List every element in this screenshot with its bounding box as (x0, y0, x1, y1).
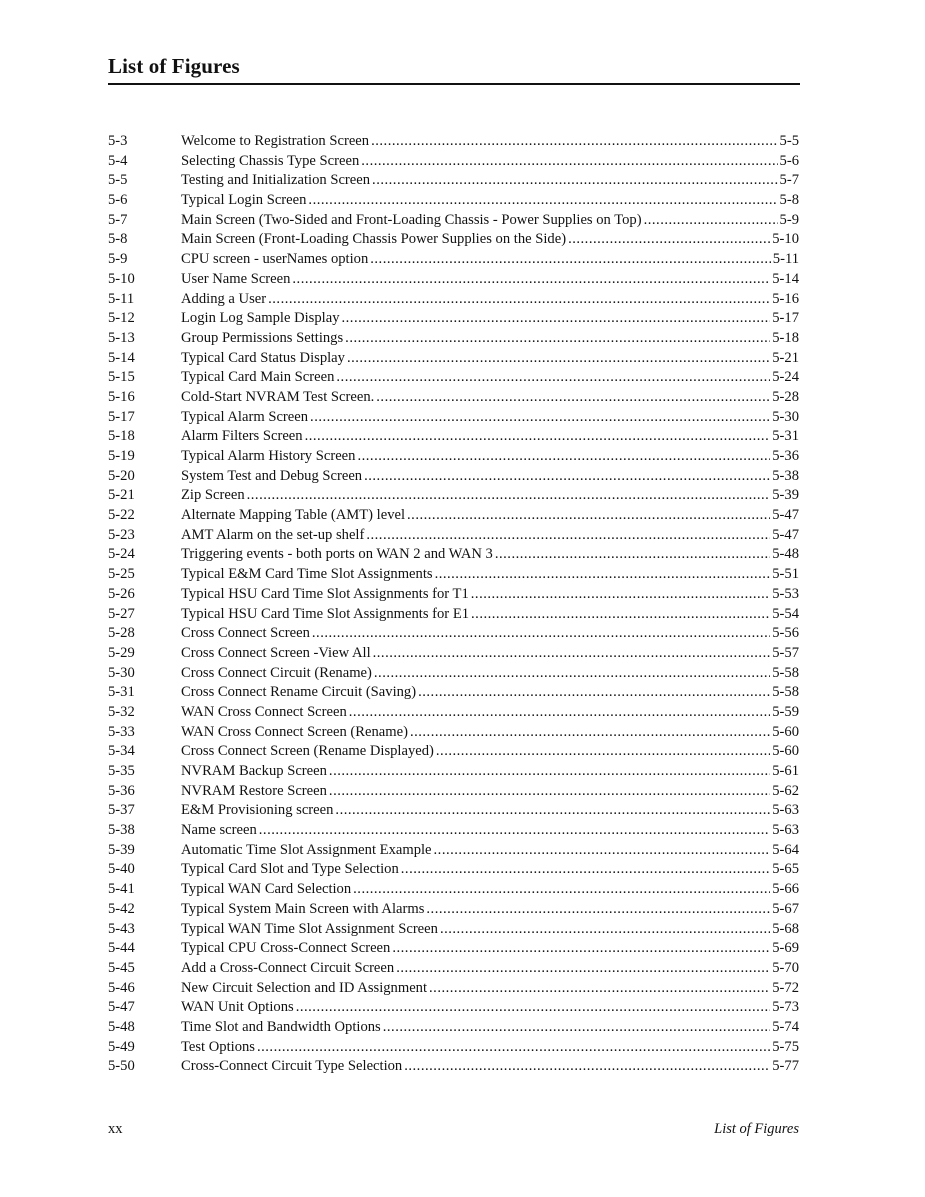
dot-leader (644, 211, 778, 231)
figure-page-number: 5-54 (772, 605, 799, 622)
dot-leader (335, 801, 770, 821)
figure-entry[interactable] (108, 1057, 799, 1077)
figure-entry[interactable] (108, 742, 799, 762)
figure-title: Main Screen (Two-Sided and Front-Loading Chassis - Power Supplies on Top) (181, 211, 642, 228)
figure-number: 5-18 (108, 428, 135, 445)
figure-number: 5-25 (108, 566, 135, 583)
figure-entry[interactable] (108, 309, 799, 329)
figure-title: Login Log Sample Display (181, 310, 340, 327)
figure-entry[interactable] (108, 211, 799, 231)
figure-title-cell (181, 782, 799, 802)
figure-title-cell (181, 132, 799, 152)
dot-leader (426, 900, 770, 920)
figure-number: 5-4 (108, 152, 128, 169)
figure-page-number: 5-8 (779, 192, 799, 209)
figure-entry[interactable] (108, 585, 799, 605)
dot-leader (268, 290, 770, 310)
figure-title: Typical Card Main Screen (181, 369, 335, 386)
figure-number: 5-10 (108, 270, 135, 287)
figure-number: 5-20 (108, 467, 135, 484)
figure-title: System Test and Debug Screen (181, 467, 363, 484)
figure-number: 5-30 (108, 664, 135, 681)
figure-entry[interactable] (108, 821, 799, 841)
figure-title-cell (181, 191, 799, 211)
figure-title: Typical Card Slot and Type Selection (181, 861, 399, 878)
figure-number: 5-35 (108, 763, 135, 779)
figure-title: Zip Screen (181, 487, 245, 504)
dot-leader (345, 329, 770, 349)
dot-leader (347, 349, 770, 369)
figure-page-number: 5-73 (772, 999, 799, 1016)
dot-leader (401, 860, 770, 880)
figure-page-number: 5-63 (772, 802, 799, 819)
figure-title-cell (181, 644, 799, 664)
figure-title-cell (181, 703, 799, 723)
figure-title-cell (181, 880, 799, 900)
figure-number: 5-24 (108, 546, 135, 563)
figure-page-number: 5-47 (772, 507, 799, 524)
figure-title: Selecting Chassis Type Screen (181, 152, 360, 169)
dot-leader (376, 388, 770, 408)
dot-leader (383, 1018, 770, 1038)
figure-title-cell (181, 467, 799, 487)
footer-section-title: List of Figures (714, 1121, 799, 1137)
figure-title-cell (181, 230, 799, 250)
figure-number: 5-50 (108, 1058, 135, 1075)
dot-leader (440, 920, 770, 940)
figure-entry[interactable] (108, 250, 799, 270)
figure-page-number: 5-65 (772, 861, 799, 878)
figure-entry[interactable] (108, 959, 799, 979)
dot-leader (392, 939, 770, 959)
figure-title-cell (181, 506, 799, 526)
figure-title-cell (181, 526, 799, 546)
figure-page-number: 5-74 (772, 1018, 799, 1035)
figure-entry[interactable] (108, 526, 799, 546)
figure-number: 5-39 (108, 841, 135, 858)
figure-title-cell (181, 979, 799, 999)
figure-number: 5-6 (108, 192, 128, 209)
figure-page-number: 5-67 (772, 900, 799, 917)
figure-entry[interactable] (108, 467, 799, 487)
figure-title: Typical System Main Screen with Alarms (181, 900, 425, 917)
dot-leader (366, 526, 770, 546)
figure-entry[interactable] (108, 762, 799, 782)
footer-page-number: xx (108, 1121, 123, 1137)
figure-title-cell (181, 1018, 799, 1038)
figure-title-cell (181, 683, 799, 703)
dot-leader (371, 132, 777, 152)
title-rule (108, 83, 800, 85)
figure-title-cell (181, 801, 799, 821)
figure-title-cell (181, 545, 799, 565)
dot-leader (329, 782, 770, 802)
figure-title: Typical E&M Card Time Slot Assignments (181, 566, 433, 583)
figure-entry[interactable] (108, 545, 799, 565)
figure-title-cell (181, 841, 799, 861)
dot-leader (471, 605, 770, 625)
figure-title-cell (181, 723, 799, 743)
figure-page-number: 5-66 (772, 881, 799, 898)
dot-leader (312, 624, 770, 644)
figure-page-number: 5-5 (779, 133, 799, 149)
figure-page-number: 5-63 (772, 822, 799, 839)
figure-number: 5-8 (108, 231, 128, 248)
figure-list (108, 132, 799, 1077)
figure-page-number: 5-14 (772, 270, 799, 287)
figure-number: 5-48 (108, 1018, 135, 1035)
figure-title-cell (181, 309, 799, 329)
figure-number: 5-33 (108, 723, 135, 740)
figure-title: Adding a User (181, 290, 267, 307)
figure-page-number: 5-21 (772, 349, 799, 366)
dot-leader (434, 841, 771, 861)
figure-entry[interactable] (108, 329, 799, 349)
figure-entry[interactable] (108, 565, 799, 585)
figure-number: 5-40 (108, 861, 135, 878)
dot-leader (429, 979, 770, 999)
figure-page-number: 5-28 (772, 388, 799, 405)
figure-title: Alarm Filters Screen (181, 428, 303, 445)
figure-number: 5-19 (108, 448, 135, 464)
figure-page-number: 5-16 (772, 290, 799, 307)
figure-title-cell (181, 486, 799, 506)
figure-title-cell (181, 368, 799, 388)
figure-number: 5-34 (108, 743, 135, 760)
figure-entry[interactable] (108, 605, 799, 625)
figure-title: Cross Connect Rename Circuit (Saving) (181, 684, 417, 701)
figure-title: Cross-Connect Circuit Type Selection (181, 1058, 403, 1075)
figure-number: 5-26 (108, 585, 135, 602)
figure-entry[interactable] (108, 506, 799, 526)
dot-leader (305, 427, 771, 447)
dot-leader (310, 408, 770, 428)
dot-leader (247, 486, 771, 506)
figure-entry[interactable] (108, 683, 799, 703)
figure-number: 5-31 (108, 684, 135, 701)
figure-entry[interactable] (108, 979, 799, 999)
figure-entry[interactable] (108, 408, 799, 428)
figure-page-number: 5-7 (779, 172, 799, 189)
figure-number: 5-3 (108, 133, 128, 149)
figure-page-number: 5-60 (772, 723, 799, 740)
figure-title: Add a Cross-Connect Circuit Screen (181, 959, 395, 976)
figure-title-cell (181, 605, 799, 625)
figure-entry[interactable] (108, 152, 799, 172)
figure-title: WAN Cross Connect Screen (Rename) (181, 723, 408, 740)
figure-title: Typical Alarm Screen (181, 408, 309, 425)
figure-entry[interactable] (108, 486, 799, 506)
dot-leader (353, 880, 770, 900)
figure-number: 5-21 (108, 487, 135, 504)
figure-entry[interactable] (108, 1018, 799, 1038)
dot-leader (373, 644, 771, 664)
dot-leader (364, 467, 770, 487)
figure-page-number: 5-30 (772, 408, 799, 425)
figure-page-number: 5-6 (779, 152, 799, 169)
figure-title: Typical CPU Cross-Connect Screen (181, 940, 391, 957)
figure-page-number: 5-60 (772, 743, 799, 760)
figure-number: 5-46 (108, 979, 135, 996)
figure-entry[interactable] (108, 191, 799, 211)
figure-entry[interactable] (108, 171, 799, 191)
figure-title: NVRAM Backup Screen (181, 763, 327, 779)
figure-page-number: 5-11 (772, 251, 799, 268)
figure-entry[interactable] (108, 290, 799, 310)
figure-title: Cross Connect Screen (181, 625, 310, 642)
dot-leader (495, 545, 770, 565)
figure-page-number: 5-62 (772, 782, 799, 799)
figure-title-cell (181, 900, 799, 920)
figure-title: Automatic Time Slot Assignment Example (181, 841, 432, 858)
figure-number: 5-32 (108, 703, 135, 720)
figure-title: Typical Alarm History Screen (181, 448, 356, 464)
figure-title-cell (181, 270, 799, 290)
figure-number: 5-38 (108, 822, 135, 839)
figure-number: 5-47 (108, 999, 135, 1016)
figure-number: 5-14 (108, 349, 135, 366)
figure-number: 5-42 (108, 900, 135, 917)
figure-page-number: 5-58 (772, 664, 799, 681)
dot-leader (436, 742, 770, 762)
dot-leader (296, 998, 771, 1018)
dot-leader (374, 664, 770, 684)
figure-page-number: 5-64 (772, 841, 799, 858)
dot-leader (370, 250, 771, 270)
figure-title-cell (181, 664, 799, 684)
figure-title: E&M Provisioning screen (181, 802, 334, 819)
figure-title-cell (181, 821, 799, 841)
dot-leader (435, 565, 771, 585)
figure-page-number: 5-77 (772, 1058, 799, 1075)
dot-leader (342, 309, 771, 329)
dot-leader (404, 1057, 770, 1077)
figure-title: Main Screen (Front-Loading Chassis Power Supplies on the Side) (181, 231, 567, 248)
figure-title-cell (181, 290, 799, 310)
figure-entry[interactable] (108, 1038, 799, 1058)
figure-page-number: 5-61 (772, 763, 799, 779)
figure-title-cell (181, 408, 799, 428)
figure-title-cell (181, 565, 799, 585)
figure-number: 5-16 (108, 388, 135, 405)
figure-page-number: 5-53 (772, 585, 799, 602)
figure-title-cell (181, 250, 799, 270)
figure-entry[interactable] (108, 349, 799, 369)
figure-page-number: 5-75 (772, 1038, 799, 1055)
figure-number: 5-5 (108, 172, 128, 189)
dot-leader (329, 762, 770, 782)
figure-entry[interactable] (108, 939, 799, 959)
figure-page-number: 5-39 (772, 487, 799, 504)
figure-page-number: 5-17 (772, 310, 799, 327)
figure-page-number: 5-18 (772, 329, 799, 346)
dot-leader (396, 959, 770, 979)
figure-title: CPU screen - userNames option (181, 251, 369, 268)
figure-number: 5-23 (108, 526, 135, 543)
figure-entry[interactable] (108, 388, 799, 408)
figure-number: 5-22 (108, 507, 135, 524)
figure-page-number: 5-31 (772, 428, 799, 445)
figure-page-number: 5-59 (772, 703, 799, 720)
figure-page-number: 5-10 (772, 231, 799, 248)
figure-entry[interactable] (108, 644, 799, 664)
figure-number: 5-37 (108, 802, 135, 819)
dot-leader (418, 683, 770, 703)
figure-title: User Name Screen (181, 270, 291, 287)
figure-number: 5-36 (108, 782, 135, 799)
figure-title: Alternate Mapping Table (AMT) level (181, 507, 406, 524)
dot-leader (292, 270, 770, 290)
figure-title: Cold-Start NVRAM Test Screen. (181, 388, 375, 405)
figure-number: 5-29 (108, 644, 135, 661)
figure-entry[interactable] (108, 270, 799, 290)
figure-entry[interactable] (108, 860, 799, 880)
dot-leader (471, 585, 770, 605)
figure-title: Cross Connect Circuit (Rename) (181, 664, 372, 681)
figure-title-cell (181, 1038, 799, 1058)
dot-leader (308, 191, 777, 211)
figure-page-number: 5-47 (772, 526, 799, 543)
figure-page-number: 5-57 (772, 644, 799, 661)
figure-entry[interactable] (108, 723, 799, 743)
figure-number: 5-12 (108, 310, 135, 327)
figure-title-cell (181, 211, 799, 231)
figure-title: NVRAM Restore Screen (181, 782, 327, 799)
figure-title: Typical WAN Card Selection (181, 881, 352, 898)
figure-page-number: 5-38 (772, 467, 799, 484)
figure-entry[interactable] (108, 841, 799, 861)
figure-title-cell (181, 860, 799, 880)
figure-page-number: 5-69 (772, 940, 799, 957)
figure-entry[interactable] (108, 703, 799, 723)
figure-title-cell (181, 959, 799, 979)
figure-entry[interactable] (108, 447, 799, 467)
figure-title: Typical Card Status Display (181, 349, 345, 366)
figure-title-cell (181, 939, 799, 959)
figure-title-cell (181, 585, 799, 605)
figure-number: 5-11 (108, 290, 135, 307)
figure-number: 5-7 (108, 211, 128, 228)
figure-title: WAN Unit Options (181, 999, 294, 1016)
figure-title: Typical HSU Card Time Slot Assignments for T1 (181, 585, 469, 602)
figure-title: Welcome to Registration Screen (181, 133, 370, 149)
figure-title: AMT Alarm on the set-up shelf (181, 526, 365, 543)
figure-title: Test Options (181, 1038, 255, 1055)
figure-title-cell (181, 152, 799, 172)
figure-title: New Circuit Selection and ID Assignment (181, 979, 428, 996)
figure-title: Triggering events - both ports on WAN 2 and WAN 3 (181, 546, 493, 563)
figure-title-cell (181, 624, 799, 644)
dot-leader (568, 230, 770, 250)
figure-page-number: 5-36 (772, 448, 799, 464)
figure-entry[interactable] (108, 230, 799, 250)
figure-entry[interactable] (108, 664, 799, 684)
figure-number: 5-28 (108, 625, 135, 642)
figure-title: Typical Login Screen (181, 192, 307, 209)
figure-entry[interactable] (108, 880, 799, 900)
figure-entry[interactable] (108, 368, 799, 388)
figure-title-cell (181, 329, 799, 349)
figure-title-cell (181, 427, 799, 447)
figure-number: 5-49 (108, 1038, 135, 1055)
figure-entry[interactable] (108, 427, 799, 447)
figure-title: Time Slot and Bandwidth Options (181, 1018, 381, 1035)
figure-page-number: 5-9 (779, 211, 799, 228)
page-title: List of Figures (108, 54, 240, 78)
dot-leader (407, 506, 770, 526)
figure-entry[interactable] (108, 920, 799, 940)
dot-leader (372, 171, 777, 191)
figure-page-number: 5-51 (772, 566, 799, 583)
figure-entry[interactable] (108, 782, 799, 802)
figure-title-cell (181, 998, 799, 1018)
figure-title: Testing and Initialization Screen (181, 172, 371, 189)
figure-page-number: 5-58 (772, 684, 799, 701)
figure-title: Cross Connect Screen -View All (181, 644, 371, 661)
figure-title-cell (181, 349, 799, 369)
figure-number: 5-27 (108, 605, 135, 622)
figure-title-cell (181, 762, 799, 782)
figure-title: Name screen (181, 822, 257, 839)
dot-leader (257, 1038, 770, 1058)
figure-page-number: 5-24 (772, 369, 799, 386)
figure-page-number: 5-48 (772, 546, 799, 563)
figure-entry[interactable] (108, 900, 799, 920)
figure-number: 5-45 (108, 959, 135, 976)
figure-number: 5-9 (108, 251, 128, 268)
figure-title-cell (181, 1057, 799, 1077)
figure-number: 5-15 (108, 369, 135, 386)
figure-title-cell (181, 388, 799, 408)
figure-title-cell (181, 171, 799, 191)
figure-title-cell (181, 447, 799, 467)
dot-leader (361, 152, 777, 172)
figure-page-number: 5-70 (772, 959, 799, 976)
figure-page-number: 5-68 (772, 920, 799, 937)
dot-leader (410, 723, 770, 743)
dot-leader (349, 703, 770, 723)
figure-page-number: 5-72 (772, 979, 799, 996)
figure-title: Cross Connect Screen (Rename Displayed) (181, 743, 434, 760)
figure-title-cell (181, 742, 799, 762)
figure-title-cell (181, 920, 799, 940)
figure-entry[interactable] (108, 801, 799, 821)
figure-page-number: 5-56 (772, 625, 799, 642)
figure-entry[interactable] (108, 624, 799, 644)
dot-leader (336, 368, 770, 388)
dot-leader (259, 821, 770, 841)
figure-title: Typical WAN Time Slot Assignment Screen (181, 920, 438, 937)
figure-number: 5-44 (108, 940, 135, 957)
figure-number: 5-17 (108, 408, 135, 425)
figure-title: Typical HSU Card Time Slot Assignments for E1 (181, 605, 470, 622)
figure-number: 5-41 (108, 881, 135, 898)
figure-number: 5-13 (108, 329, 135, 346)
dot-leader (357, 447, 770, 467)
figure-entry[interactable] (108, 998, 799, 1018)
figure-entry[interactable] (108, 132, 799, 152)
figure-title: Group Permissions Settings (181, 329, 344, 346)
figure-title: WAN Cross Connect Screen (181, 703, 347, 720)
figure-number: 5-43 (108, 920, 135, 937)
